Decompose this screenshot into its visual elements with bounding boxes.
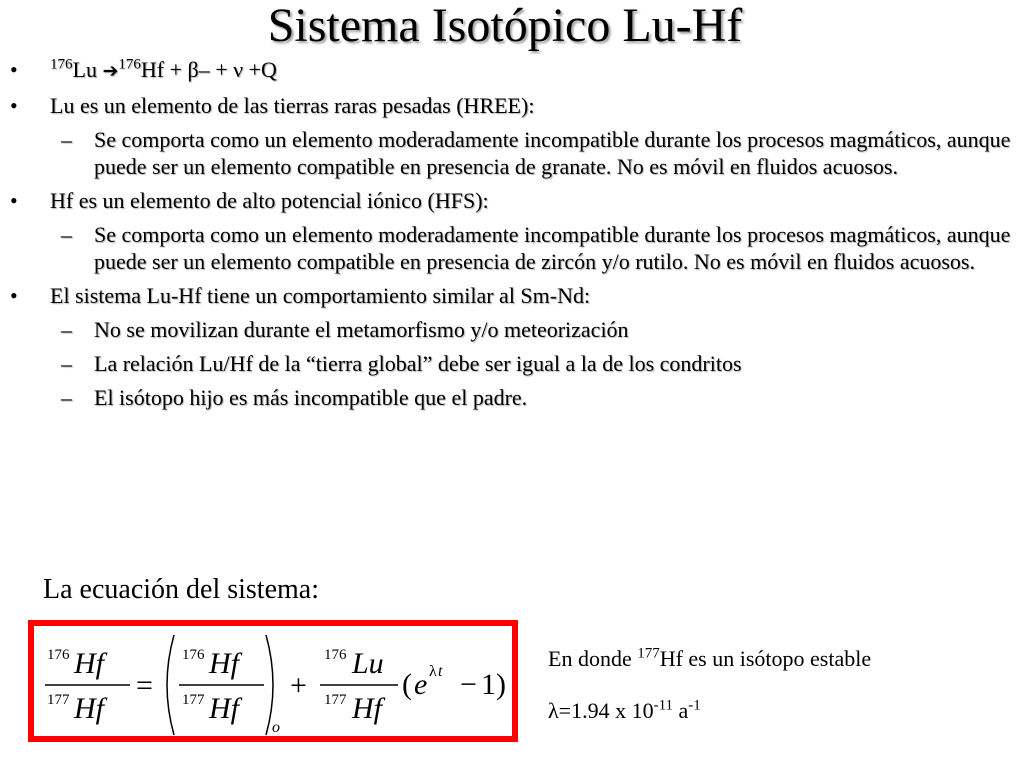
sub-item-text: No se movilizan durante el metamorfismo y/o meteorización [94, 317, 629, 342]
hf-symbol: Hf [74, 647, 104, 680]
plus-sign: + [290, 669, 307, 702]
dash-mark: – [61, 127, 72, 152]
mass-number: 176 [182, 647, 205, 663]
sub-item-lu-behaviour [10, 126, 1020, 180]
decay-equation [50, 57, 277, 82]
sub-item-text: La relación Lu/Hf de la “tierra global” debe ser igual a la de los condritos [94, 351, 742, 376]
equation-box [28, 620, 518, 742]
hf-mass-number: 176 [118, 56, 141, 73]
note-text: Hf es un isótopo estable [659, 646, 872, 671]
left-bracket [167, 635, 174, 735]
mass-number: 176 [324, 647, 347, 663]
bullet-list [10, 56, 1020, 418]
sub-item-incompatible [10, 384, 1020, 411]
hf-symbol: Hf [74, 692, 104, 725]
dash-mark: – [61, 317, 72, 342]
time-exponent: t [438, 663, 443, 680]
bullet-text: Hf es un elemento de alto potencial iónico (HFS): [50, 188, 489, 213]
initial-subscript: o [272, 719, 280, 736]
sub-item-hf-behaviour [10, 221, 1020, 275]
bullet-mark: • [10, 283, 18, 308]
bullet-item-lu [10, 92, 1020, 119]
lambda-value: λ=1.94 x 10 [548, 698, 654, 723]
bullet-mark: • [10, 57, 18, 82]
decay-constant [548, 698, 701, 724]
decay-products: Hf + β– + ν +Q [140, 57, 277, 82]
bullet-item-system [10, 282, 1020, 309]
system-equation [34, 626, 512, 736]
stable-isotope-note [548, 646, 871, 672]
euler-e: e [414, 668, 428, 701]
bullet-text: Lu es un elemento de las tierras raras pesadas (HREE): [50, 93, 535, 118]
mass-number: 177 [182, 692, 205, 708]
hf-symbol: Hf [209, 692, 239, 725]
lambda-unit: a [673, 698, 689, 723]
equals-sign: = [136, 669, 153, 702]
note-prefix: En donde [548, 646, 638, 671]
lu-symbol: Lu [72, 57, 97, 82]
bullet-mark: • [10, 93, 18, 118]
open-paren: ( [402, 668, 412, 701]
note-mass-number: 177 [637, 645, 660, 662]
lambda-unit-exponent: -1 [688, 697, 701, 714]
sub-item-mobility [10, 316, 1020, 343]
mass-number: 176 [47, 647, 70, 663]
mass-number: 177 [324, 692, 347, 708]
bullet-item-hf [10, 187, 1020, 214]
lambda-exponent: -11 [653, 697, 674, 714]
lu-symbol: Lu [352, 647, 384, 680]
dash-mark: – [61, 385, 72, 410]
mass-number: 177 [47, 692, 70, 708]
close-paren: ) [496, 668, 506, 701]
bullet-text: El sistema Lu-Hf tiene un comportamiento similar al Sm-Nd: [50, 283, 591, 308]
equation-label: La ecuación del sistema: [43, 574, 319, 605]
sub-item-ratio [10, 350, 1020, 377]
one: 1 [481, 668, 496, 701]
bullet-item-decay [10, 56, 1020, 85]
sub-item-text: El isótopo hijo es más incompatible que el padre. [94, 385, 528, 410]
lambda-exponent: λ [429, 663, 437, 680]
bullet-mark: • [10, 188, 18, 213]
lu-mass-number: 176 [50, 56, 73, 73]
minus-sign: − [460, 668, 477, 701]
hf-symbol: Hf [352, 692, 382, 725]
dash-mark: – [61, 222, 72, 247]
hf-symbol: Hf [209, 647, 239, 680]
dash-mark: – [61, 351, 72, 376]
sub-item-text: Se comporta como un elemento moderadamente incompatible durante los procesos magmáticos, aunque puede ser un elemento compatible en presencia de zircón y/o rutilo. No es móvil en fluidos acuosos. [94, 222, 1011, 274]
right-arrow-icon: ➔ [102, 60, 119, 82]
slide-title: Sistema Isotópico Lu-Hf [267, 0, 743, 52]
sub-item-text: Se comporta como un elemento moderadamente incompatible durante los procesos magmáticos, aunque puede ser un elemento compatible en presencia de granate. No es móvil en fluidos acuosos. [94, 127, 1011, 179]
